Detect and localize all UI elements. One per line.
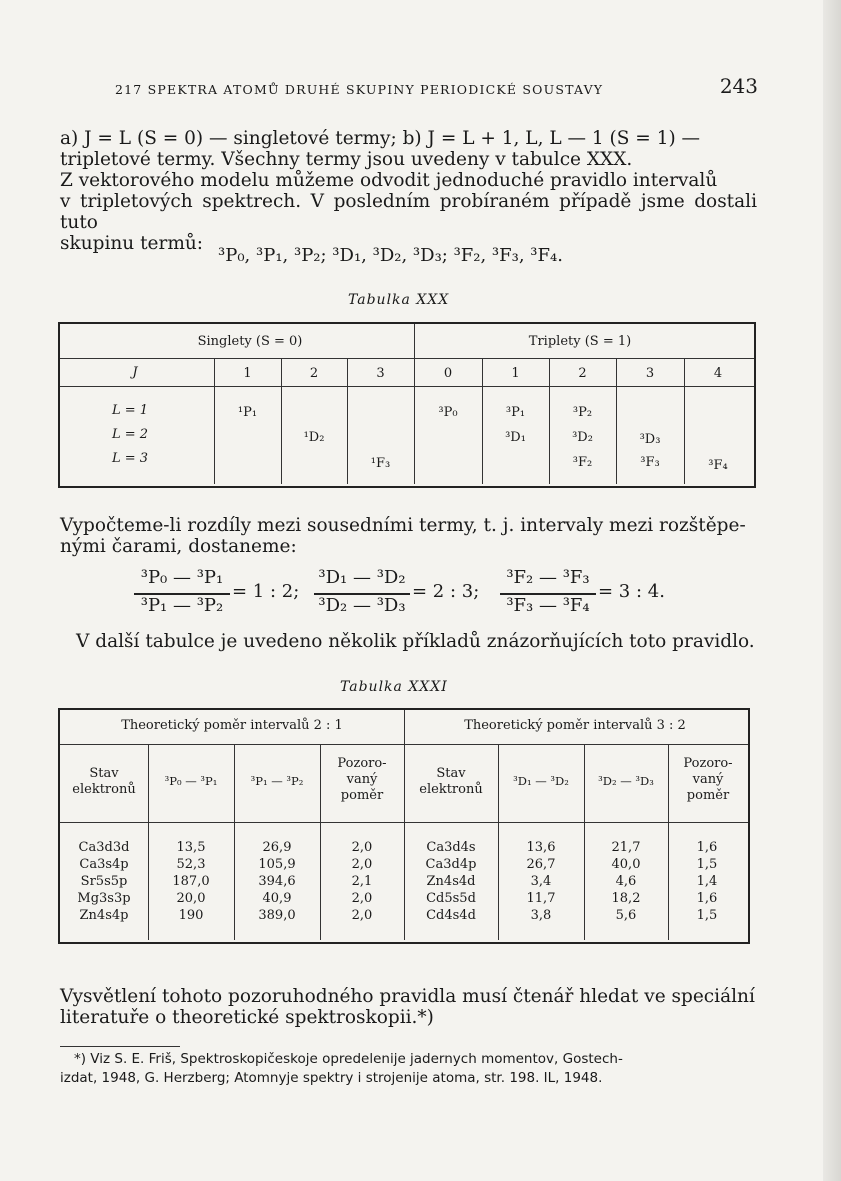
table-cell: 13,5 [176,840,206,855]
paragraph-4 [60,986,757,1028]
table31-right-col-stav: Stav elektronů [419,766,483,797]
table30-singlets-header: Singlety (S = 0) [197,334,303,349]
table31-right-col-obs: Pozoro- vaný poměr [683,756,733,803]
table30-cell-3P0: ³P₀ [438,405,458,420]
ratio1-value: = 1 : 2; [232,581,300,602]
table-cell: 1,5 [696,857,718,872]
table-cell: 20,0 [176,891,206,906]
table-cell: Cd5s5d [426,891,476,906]
table30-j-label: J [132,365,138,380]
table-cell: Mg3s3p [77,891,131,906]
p1-line-3: Z vektorového modelu můžeme odvodit jednoduché pravidlo intervalů [60,170,718,191]
p4-line-2: literatuře o theoretické spektroskopii.*) [60,1007,434,1028]
table-cell: 2,0 [351,840,373,855]
table30-row-label: L = 2 [111,427,149,442]
p1-line-5: skupinu termů: [60,233,204,254]
table31-colhead-rule [60,822,748,823]
table31-left-header: Theoretický poměr intervalů 2 : 1 [121,718,343,733]
table-cell: 105,9 [258,857,296,872]
table30-cell-1D2: ¹D₂ [303,430,325,445]
table30-header-rule [60,358,754,359]
p4-line-1: Vysvětlení tohoto pozoruhodného pravidla musí čtenář hledat ve speciální [60,986,755,1007]
footnote-rule [60,1046,180,1047]
table-cell: 394,6 [258,874,296,889]
table30-row-label: L = 1 [111,403,149,418]
table30-cell-1P1: ¹P₁ [237,405,258,420]
table30-cell-3F2: ³F₂ [572,455,593,470]
running-title: 217 SPEKTRA ATOMŮ DRUHÉ SKUPINY PERIODICKÉ SOUSTAVY [115,82,604,97]
table-cell: 52,3 [176,857,206,872]
table31-left-col-stav: Stav elektronů [72,766,136,797]
table-cell: 26,7 [526,857,556,872]
table-cell: 187,0 [172,874,210,889]
table30-j-value: 3 [645,366,655,381]
table31-col-p12: ³P₁ — ³P₂ [250,774,304,788]
ratio2-value: = 2 : 3; [412,581,480,602]
table-cell: Sr5s5p [80,874,128,889]
table31-caption: Tabulka XXXI [340,679,448,695]
p2-line-2: nými čarami, dostaneme: [60,536,297,557]
p1-line-2: tripletové termy. Všechny termy jsou uvedeny v tabulce XXX. [60,149,633,170]
ratio1-numerator: ³P₀ — ³P₁ [140,567,224,588]
ratio1-denominator: ³P₁ — ³P₂ [140,595,224,616]
term-list: ³P₀, ³P₁, ³P₂; ³D₁, ³D₂, ³D₃; ³F₂, ³F₃, ³F₄. [218,245,563,266]
table31-right-header: Theoretický poměr intervalů 3 : 2 [464,718,686,733]
table-cell: Ca3d3d [78,840,130,855]
table31-left-col-obs: Pozoro- vaný poměr [337,756,387,803]
table-cell: Ca3s4p [79,857,129,872]
table-cell: 5,6 [615,908,637,923]
footnote-line-2: izdat, 1948, G. Herzberg; Atomnyje spektry i strojenije atoma, str. 198. IL, 1948. [60,1070,603,1086]
table30-cell-3D3: ³D₃ [639,432,661,447]
table30-j-value: 1 [511,366,520,381]
table-cell: 40,0 [611,857,641,872]
paragraph-2 [60,515,757,557]
table-cell: 21,7 [611,840,641,855]
table31-header-rule [60,744,748,745]
table30-cell-3D1: ³D₁ [505,430,526,445]
table30-j-value: 4 [713,366,723,381]
table30-j-rule [60,386,754,387]
table-cell: 40,9 [262,891,292,906]
ratio3-numerator: ³F₂ — ³F₃ [506,567,590,588]
running-header [60,74,760,104]
table-cell: 1,4 [696,874,718,889]
page-number: 243 [719,74,758,98]
ratio2-numerator: ³D₁ — ³D₂ [318,567,406,588]
table-cell: 2,0 [351,891,373,906]
table-cell: 13,6 [526,840,556,855]
table30-j-value: 3 [376,366,385,381]
table31-col-d12: ³D₁ — ³D₂ [513,774,569,788]
ratio2-denominator: ³D₂ — ³D₃ [318,595,406,616]
table-cell: 1,5 [696,908,718,923]
paragraph-1 [60,128,757,254]
table30-cell-3D2: ³D₂ [572,430,593,445]
table-cell: Zn4s4p [79,908,129,923]
table30-j-value: 1 [243,366,252,381]
table-cell: Cd4s4d [426,908,476,923]
table-cell: Ca3d4p [425,857,477,872]
table30-cell-3F4: ³F₄ [708,458,728,473]
table-cell: Zn4s4d [426,874,476,889]
table-cell: Ca3d4s [426,840,476,855]
table30-j-value: 0 [443,366,453,381]
table-cell: 2,0 [351,908,373,923]
table30-cell-1F3: ¹F₃ [370,456,391,471]
footnote [60,1050,755,1088]
table30-group-divider [414,324,415,484]
table-cell: 18,2 [611,891,641,906]
table-cell: 2,0 [351,857,373,872]
table-cell: 4,6 [615,874,637,889]
p1-line-1: a) J = L (S = 0) — singletové termy; b) J = L + 1, L, L — 1 (S = 1) — [60,128,701,149]
page-edge-shadow [823,0,841,1181]
table31-col-d23: ³D₂ — ³D₃ [598,774,654,788]
table-cell: 389,0 [258,908,296,923]
table30-row-label: L = 3 [111,451,149,466]
p1-line-4: v tripletových spektrech. V posledním probíraném případě jsme dostali tuto [60,191,757,233]
table30-cell-3P2: ³P₂ [572,405,593,420]
paragraph-3: V další tabulce je uvedeno několik příkladů znázorňujících toto pravidlo. [76,631,755,652]
table-cell: 3,8 [530,908,552,923]
table30-triplets-header: Triplety (S = 1) [528,334,632,349]
table30-caption: Tabulka XXX [348,292,450,308]
table-cell: 3,4 [530,874,552,889]
ratio3-denominator: ³F₃ — ³F₄ [506,595,590,616]
table-cell: 190 [178,908,204,923]
table30-j-value: 2 [578,366,587,381]
table30-cell-3P1: ³P₁ [505,405,526,420]
ratio3-value: = 3 : 4. [598,581,665,602]
table-cell: 1,6 [696,840,718,855]
footnote-line-1: *) Viz S. E. Friš, Spektroskopičeskoje opredelenije jadernych momentov, Gostech- [74,1051,623,1067]
table-cell: 11,7 [526,891,556,906]
table-cell: 2,1 [351,874,373,889]
table30-j-value: 2 [309,366,319,381]
p2-line-1: Vypočteme-li rozdíly mezi sousedními termy, t. j. intervaly mezi rozštěpe- [60,515,746,536]
table-cell: 26,9 [262,840,292,855]
table30-cell-3F3: ³F₃ [640,455,660,470]
table31-col-p01: ³P₀ — ³P₁ [164,774,218,788]
table-cell: 1,6 [696,891,718,906]
